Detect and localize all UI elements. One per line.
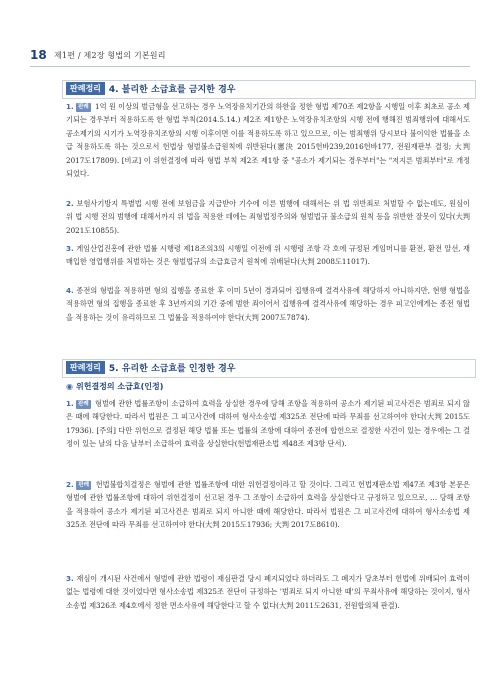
section5-subheading: ◉ 위헌결정의 소급효(인정) <box>66 382 164 391</box>
section4-heading <box>66 81 235 96</box>
running-title: 제1편 / 제2장 형법의 기본원리 <box>54 51 166 60</box>
section5-item-1: 1. 판례 형벌에 관한 법률조항이 소급하여 효력을 상실한 경우에 당해 조항을 적용하여 공소가 제기된 피고사건은 범죄로 되지 않은 때에 해당한다. 따라서 법원은 그 피고사건에 대하여 형사소송법 제325조 전단에 따라 무죄를 선고하여야 한다(大判 2015도17936). [주의] 다만 위헌으로 결정된 해당 법률 또는 법률의 조항에 대하여 종전에 합헌으로 결정한 사건이 있는 경우에는 그 결정이 있는 날의 다음 날부터 소급하여 효력을 상실한다(헌법재판소법 제48조 제3항 단서). <box>66 399 470 449</box>
section5-tag: 판례정리 <box>66 361 105 374</box>
section4-item-3: 3. 게임산업진흥에 관한 법률 시행령 제18조의3의 시행일 이전에 위 시행령 조항 각 호에 규정된 게임머니를 환전, 환전 알선, 재매입한 영업행위를 처벌하는 것은 형벌법규의 소급효금지 원칙에 위배된다(大判 2008도11017). <box>66 244 470 267</box>
bullet-icon: ◉ <box>66 382 73 391</box>
section5-item-2: 2. 판례 헌법불합치결정은 형벌에 관한 법률조항에 대한 위헌결정이라고 할 것이다. 그리고 헌법재판소법 제47조 제3항 본문은 형벌에 관한 법률조항에 대하여 위헌결정이 선고된 경우 그 조항이 소급하여 효력을 상실한다고 규정하고 있으므로, … 당해 조항을 적용하여 공소가 제기된 피고사건은 범죄로 되지 아니한 때에 해당한다. 따라서 법원은 그 피고사건에 대하여 형사소송법 제325조 전단에 따라 무죄를 선고하여야 한다(大判 2015도17936; 大判 2017도8610). <box>66 480 470 530</box>
page-header <box>30 44 470 67</box>
section5-title: 5. 유리한 소급효를 인정한 경우 <box>108 364 236 374</box>
case-badge: 판례 <box>78 401 89 407</box>
case-badge: 판례 <box>78 104 89 110</box>
section4-item-4: 4. 종전의 형법을 적용하면 형의 집행을 종료한 후 이미 5년이 경과되어 집행유예 결격사유에 해당하지 아니하지만, 현행 형법을 적용하면 형의 집행을 종료한 후 3년까지의 기간 중에 범한 죄이어서 집행유예 결격사유에 해당하는 경우 피고인에게는 종전 형법을 적용하는 것이 유리하므로 그 법률을 적용하여야 한다(大判 2007도7874). <box>66 286 470 322</box>
section4-tag: 판례정리 <box>66 82 105 95</box>
section5-item-3: 3. 재심이 개시된 사건에서 형벌에 관한 법령이 재심판결 당시 폐지되었다 하더라도 그 폐지가 당초부터 헌법에 위배되어 효력이 없는 법령에 대한 것이었다면 형사소송법 제325조 전단이 규정하는 '범죄로 되지 아니한 때'의 무죄사유에 해당하는 것이지, 형사소송법 제326조 제4호에서 정한 면소사유에 해당한다고 할 수 없다(大判 2011도2631, 전원합의체 판결). <box>66 574 470 610</box>
section5-heading <box>66 360 235 375</box>
case-badge: 판례 <box>78 482 90 488</box>
section4-item-2: 2. 보험사기방지 특별법 시행 전에 보험금을 지급받아 기수에 이른 범행에 대해서는 위 법 위반죄로 처벌할 수 없는데도, 원심이 위 법 시행 전의 범행에 대해서까지 위 법을 적용한 데에는 죄형법정주의와 형벌법규 불소급의 원칙 등을 위반한 잘못이 있다(大判 2021도10855). <box>66 199 470 235</box>
page-number: 18 <box>30 48 47 62</box>
section4-item-1: 1. 판례 1억 원 이상의 벌금형을 선고하는 경우 노역장유치기간의 하한을 정한 형법 제70조 제2항을 시행일 이후 최초로 공소 제기되는 경우부터 적용하도록 한 형법 부칙(2014.5.14.) 제2조 제1항은 노역장유치조항의 시행 전에 행해진 범죄행위에 대해서도 공소제기의 시기가 노역장유치조항의 시행 이후이면 이를 적용하도록 하고 있으므로, 이는 범죄행위 당시보다 불이익한 법률을 소급 적용하도록 하는 것으로서 헌법상 형벌불소급원칙에 위반된다(憲決 2015헌바239,2016헌바177, 전원재판부 결정; 大判 2017도17809). [비교] 이 위헌결정에 따라 형법 부칙 제2조 제1항 중 "공소가 제기되는 경우부터"는 "저지른 범죄부터"로 개정되었다. <box>66 102 470 179</box>
section4-title: 4. 불리한 소급효를 금지한 경우 <box>108 85 236 95</box>
